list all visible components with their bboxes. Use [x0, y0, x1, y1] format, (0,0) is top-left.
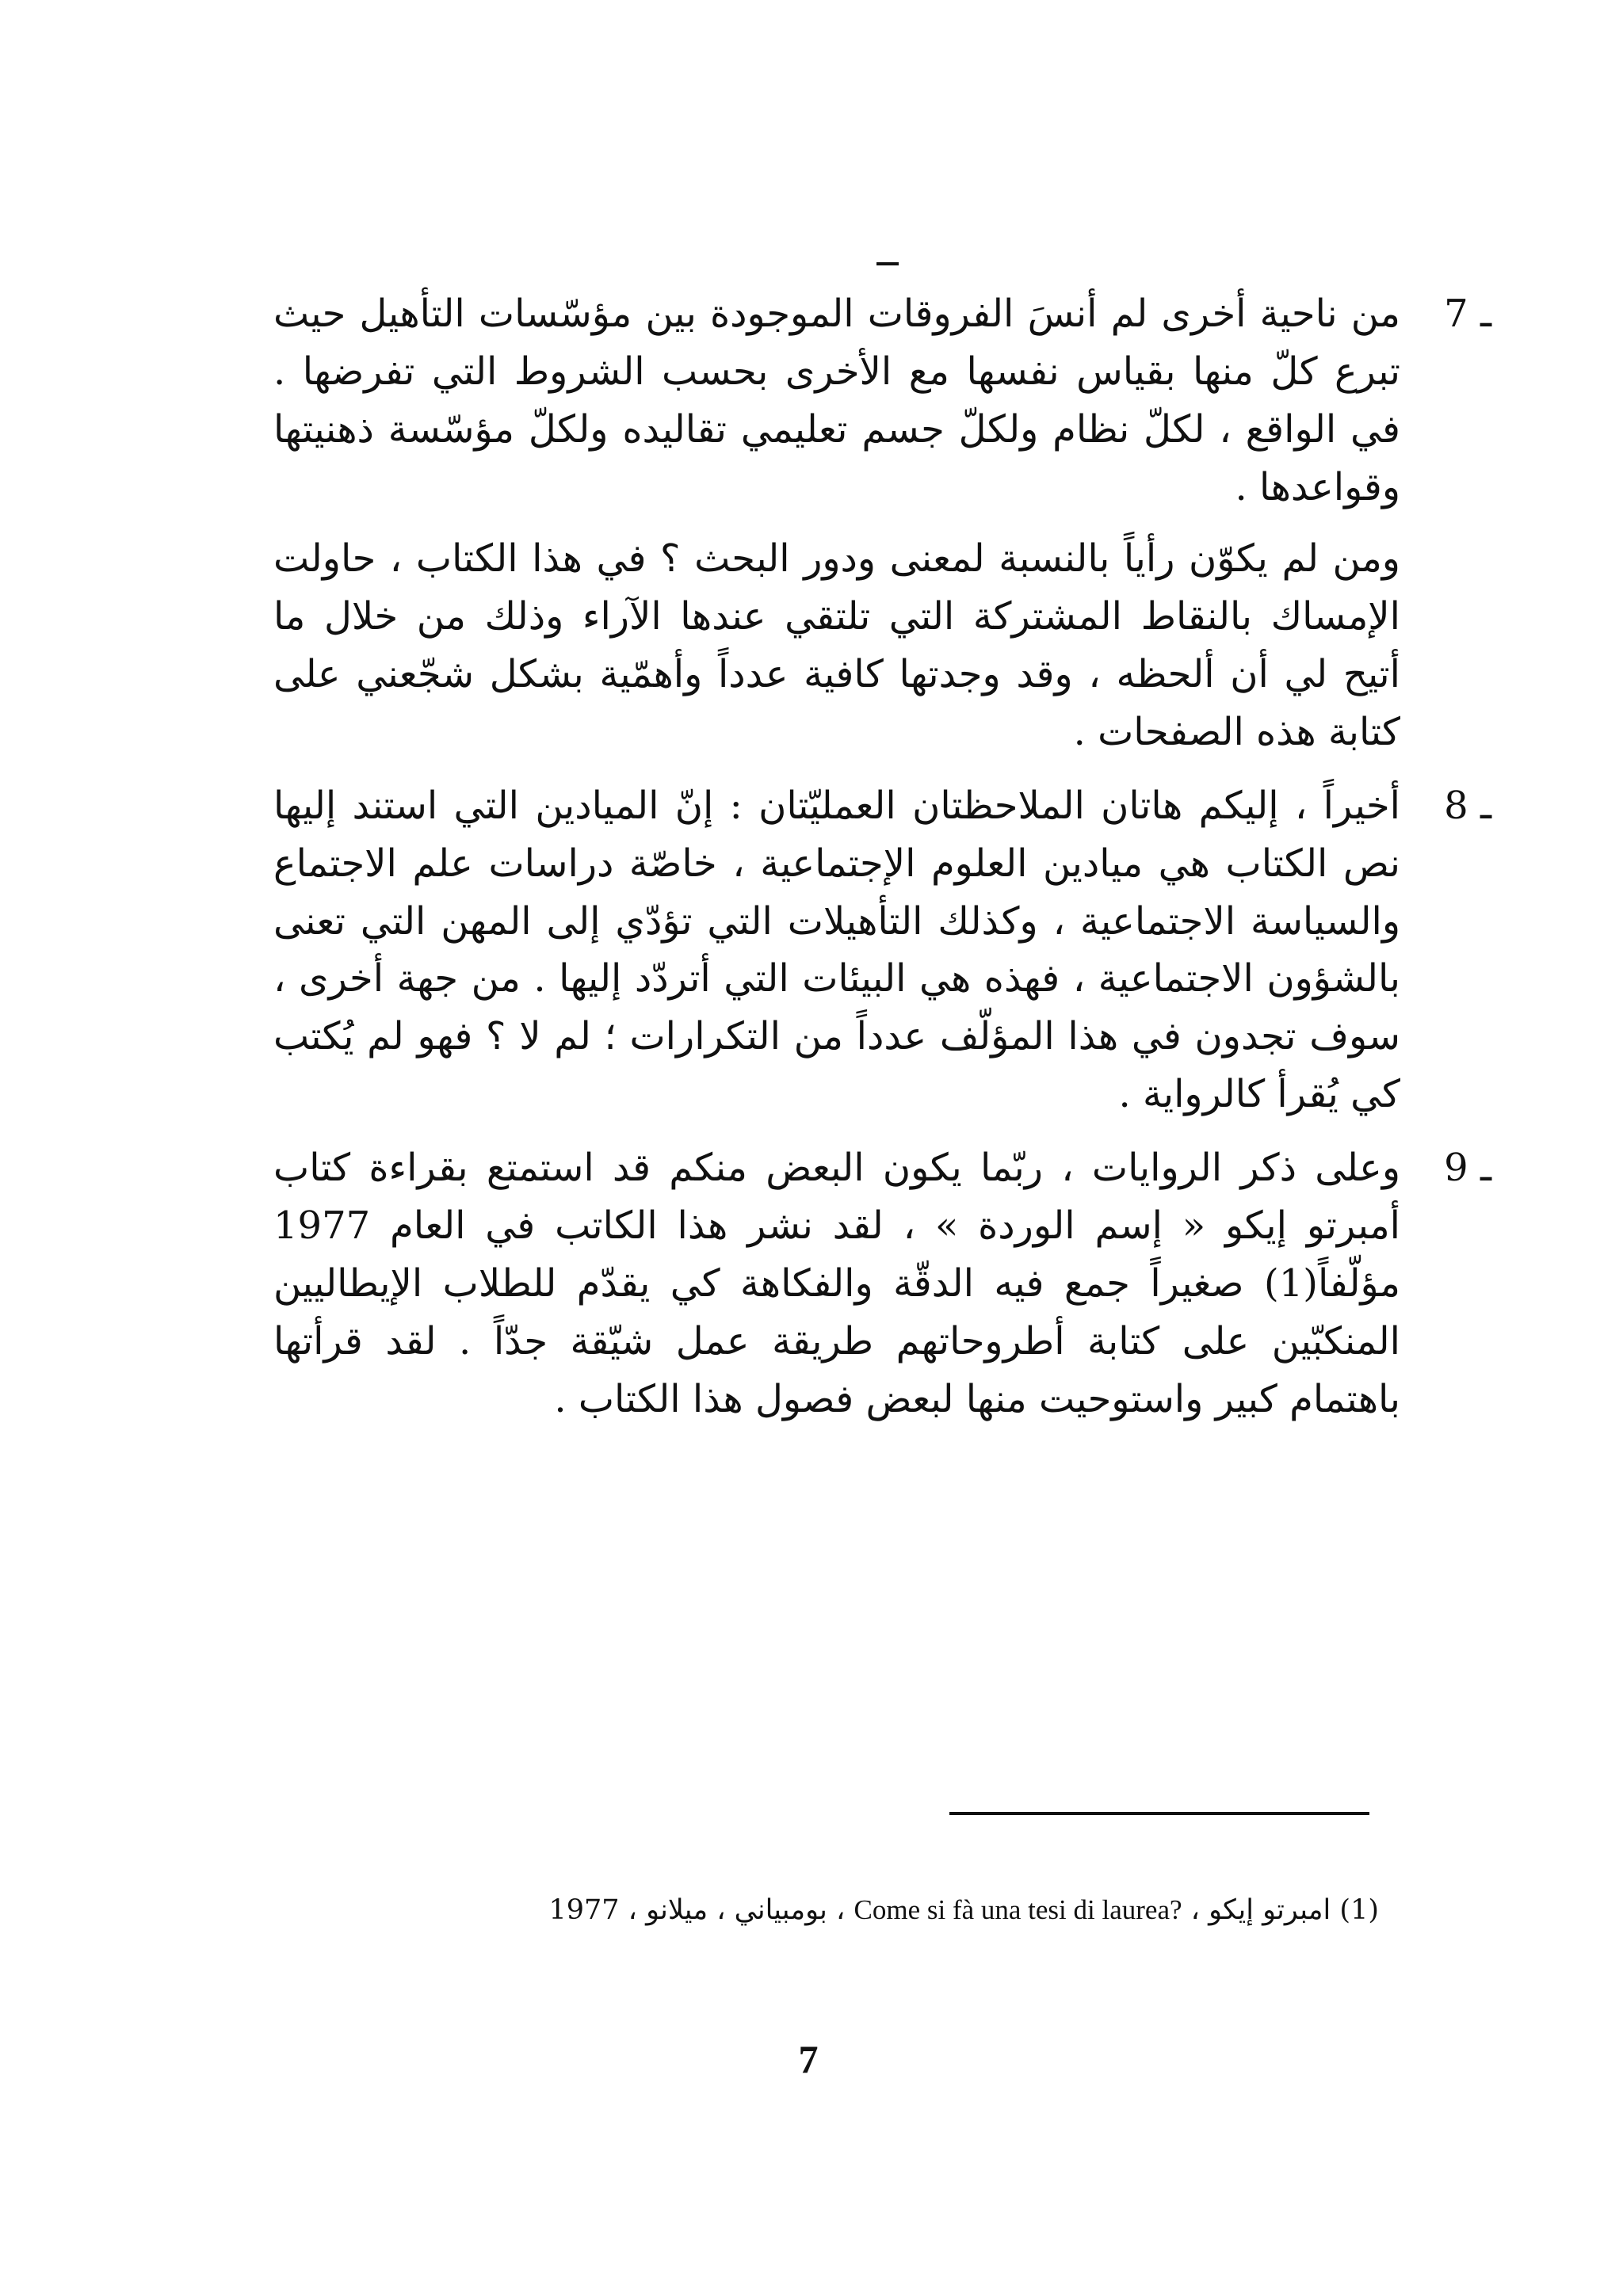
- item-7-paragraph-2: ومن لم يكوّن رأياً بالنسبة لمعنى ودور البحث ؟ في هذا الكتاب ، حاولت الإمساك بالنقاط المشتركة التي تلتقي عندها الآراء وذلك من خلال ما أتيح لي أن ألحظه ، وقد وجدتها كافية عدداً وأهمّية بشكل شجّعني على كتابة هذه الصفحات .: [273, 536, 1400, 754]
- footnote-title: Come si fà una tesi di laurea?: [854, 1894, 1182, 1925]
- footnote-author: امبرتو إيكو ،: [1190, 1894, 1331, 1926]
- item-9: [273, 1139, 1491, 1428]
- item-number: 7 ـ: [1444, 292, 1491, 336]
- top-mark: [876, 262, 899, 265]
- footnote-publication: ، بومبياني ، ميلانو ، 1977: [548, 1894, 846, 1926]
- item-9-paragraph: وعلى ذكر الروايات ، ربّما يكون البعض منكم قد استمتع بقراءة كتاب أمبرتو إيكو « إسم الوردة » ، لقد نشر هذا الكاتب في العام 1977 مؤلّفاً(1) صغيراً جمع فيه الدقّة والفكاهة كي يقدّم للطلاب الإيطاليين المنكبّين على كتابة أطروحاتهم طريقة عمل شيّقة جدّاً . لقد قرأتها باهتمام كبير واستوحيت منها لبعض فصول هذا الكتاب .: [273, 1146, 1400, 1422]
- page-number: 7: [798, 2037, 819, 2081]
- item-number: 8 ـ: [1444, 783, 1491, 828]
- item-spacer: [273, 761, 1400, 777]
- item-8-paragraph: أخيراً ، إليكم هاتان الملاحظتان العمليّتان : إنّ الميادين التي استند إليها نص الكتاب هي ميادين العلوم الإجتماعية ، خاصّة دراسات علم الاجتماع والسياسة الاجتماعية ، وكذلك التأهيلات التي تؤدّي إلى المهن التي تعنى بالشؤون الاجتماعية ، فهذه هي البيئات التي أتردّد إليها . من جهة أخرى ، سوف تجدون في هذا المؤلّف عدداً من التكرارات ؛ لم لا ؟ فهو لم يُكتب كي يُقرأ كالرواية .: [273, 783, 1401, 1117]
- item-8: [273, 777, 1491, 1124]
- main-text: [273, 285, 1491, 1428]
- item-number: 9 ـ: [1444, 1146, 1491, 1191]
- item-spacer: [273, 1123, 1400, 1139]
- footnote-divider: [949, 1812, 1369, 1815]
- item-7: [273, 285, 1491, 761]
- paragraph-spacer: [273, 517, 1400, 530]
- footnote-marker: (1): [1339, 1894, 1379, 1926]
- footnote: [460, 1894, 1379, 1927]
- item-7-paragraph-1: من ناحية أخرى لم أنسَ الفروقات الموجودة بين مؤسّسات التأهيل حيث تبرع كلّ منها بقياس نفسها مع الأخرى بحسب الشروط التي تفرضها . في الواقع ، لكلّ نظام ولكلّ جسم تعليمي تقاليده ولكلّ مؤسّسة ذهنيتها وقواعدها .: [273, 292, 1400, 509]
